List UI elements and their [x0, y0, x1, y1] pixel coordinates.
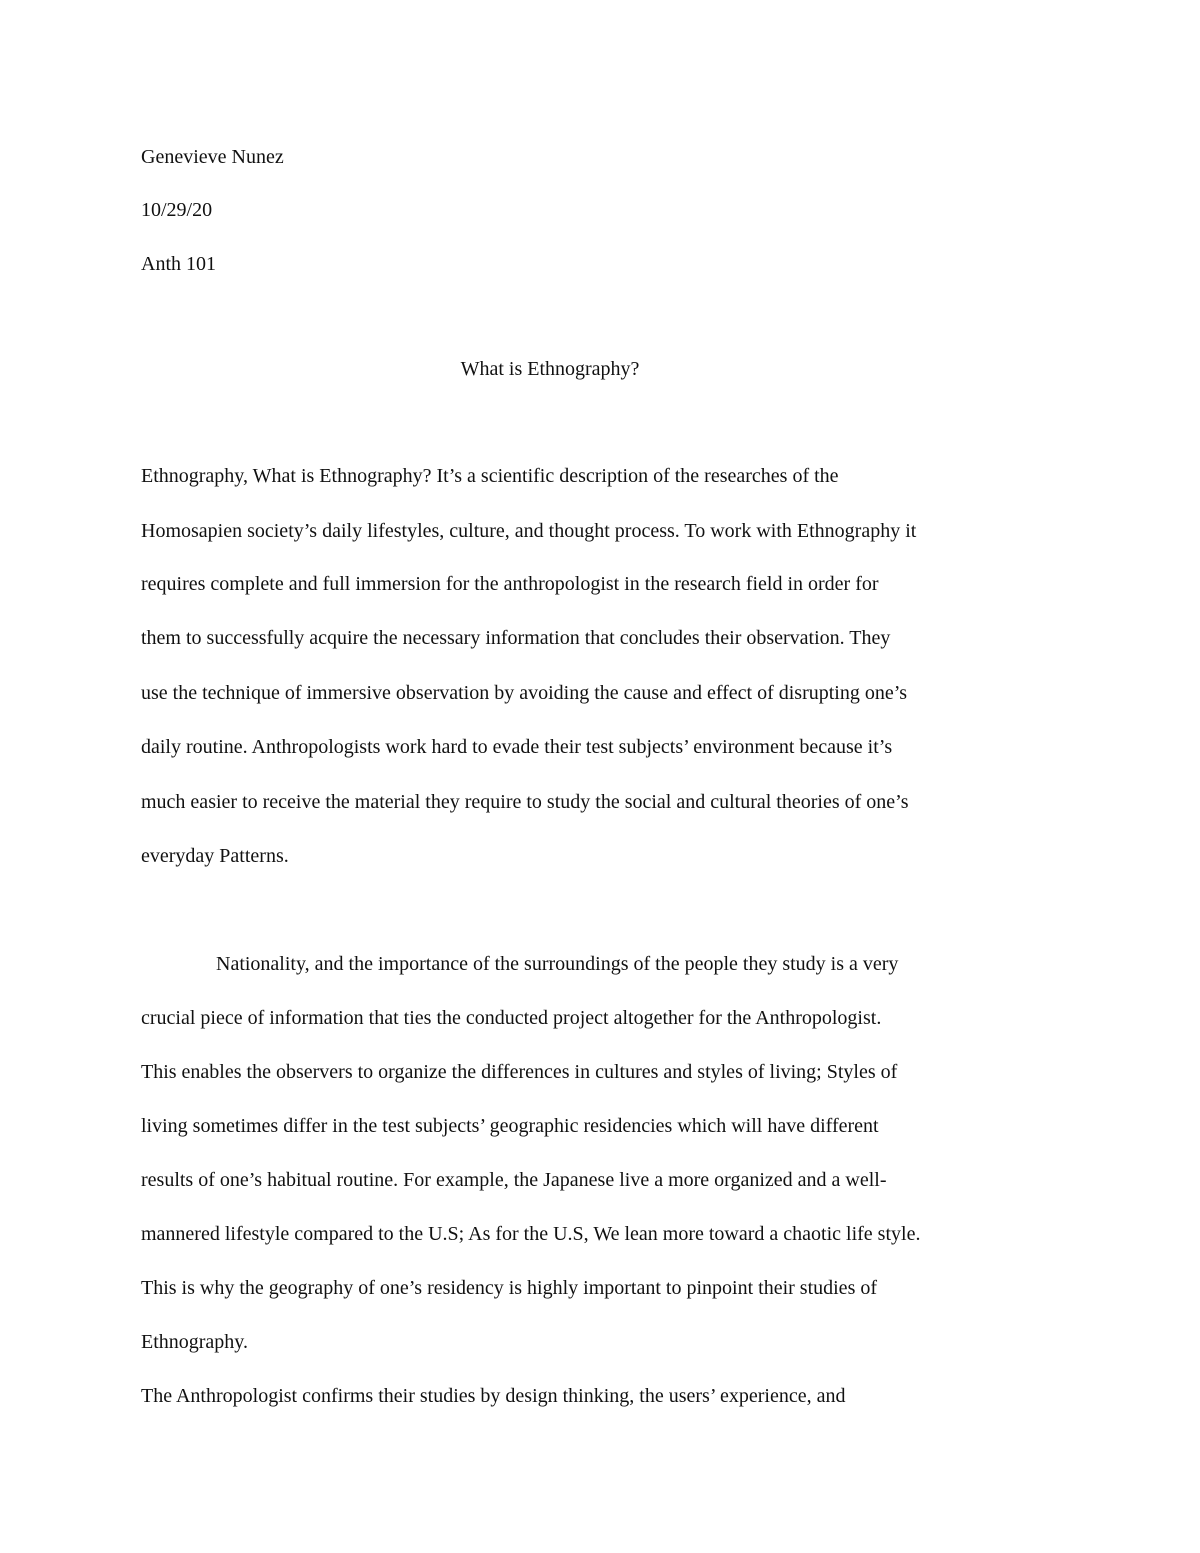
author-name: Genevieve Nunez — [141, 146, 284, 168]
paragraph-2-line-3: This enables the observers to organize the differences in cultures and styles of living; Styles of — [141, 1061, 898, 1083]
paragraph-1-line-4: them to successfully acquire the necessary information that concludes their observation. They — [141, 627, 891, 649]
course-name: Anth 101 — [141, 253, 216, 275]
paragraph-1-line-8: everyday Patterns. — [141, 845, 289, 867]
paragraph-1-line-1: Ethnography, What is Ethnography? It’s a scientific description of the researches of the — [141, 465, 839, 487]
paragraph-1-line-2: Homosapien society’s daily lifestyles, culture, and thought process. To work with Ethnography it — [141, 520, 917, 542]
document-title: What is Ethnography? — [460, 358, 640, 380]
paragraph-1-line-3: requires complete and full immersion for the anthropologist in the research field in order for — [141, 573, 879, 595]
paragraph-2-line-5: results of one’s habitual routine. For example, the Japanese live a more organized and a well- — [141, 1169, 887, 1191]
document-date: 10/29/20 — [141, 199, 213, 221]
paragraph-1-line-5: use the technique of immersive observation by avoiding the cause and effect of disrupting one’s — [141, 682, 908, 704]
paragraph-1-line-6: daily routine. Anthropologists work hard to evade their test subjects’ environment because it’s — [141, 736, 893, 758]
paragraph-2-line-8: Ethnography. — [141, 1331, 249, 1353]
paragraph-2-line-4: living sometimes differ in the test subjects’ geographic residencies which will have different — [141, 1115, 879, 1137]
paragraph-2-line-1: Nationality, and the importance of the surroundings of the people they study is a very — [216, 953, 899, 975]
paragraph-1-line-7: much easier to receive the material they require to study the social and cultural theories of one’s — [141, 791, 909, 813]
paragraph-2-line-6: mannered lifestyle compared to the U.S; As for the U.S, We lean more toward a chaotic life style. — [141, 1223, 921, 1245]
paragraph-2-line-7: This is why the geography of one’s residency is highly important to pinpoint their studies of — [141, 1277, 878, 1299]
paragraph-3-line-1: The Anthropologist confirms their studies by design thinking, the users’ experience, and — [141, 1385, 846, 1407]
paragraph-2-line-2: crucial piece of information that ties the conducted project altogether for the Anthropologist. — [141, 1007, 882, 1029]
